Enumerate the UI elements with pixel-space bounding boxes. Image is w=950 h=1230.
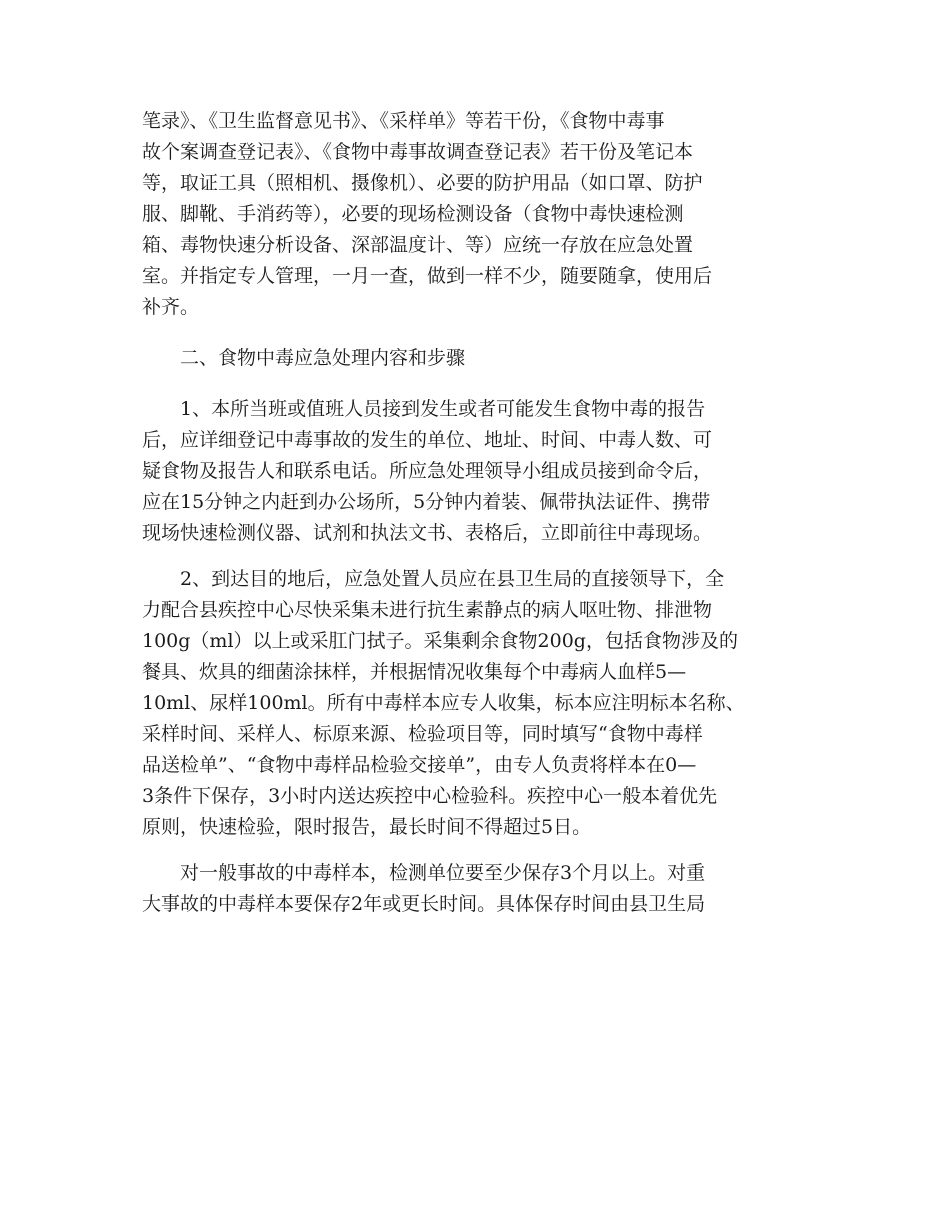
text-line: 后，应详细登记中毒事故的发生的单位、地址、时间、中毒人数、可 [142,429,713,451]
text-line: 现场快速检测仪器、试剂和执法文书、表格后，立即前往中毒现场。 [142,522,713,544]
text-line: 室。并指定专人管理，一月一查，做到一样不少，随要随拿，使用后 [142,265,713,287]
text-line: 服、脚靴、手消药等），必要的现场检测设备（食物中毒快速检测 [142,203,684,225]
text-line: 大事故的中毒样本要保存2年或更长时间。具体保存时间由县卫生局 [142,893,706,915]
paragraph-step-1 [142,394,798,549]
text-line: 对一般事故的中毒样本，检测单位要至少保存3个月以上。对重 [180,862,706,884]
text-line: 采样时间、采样人、标原来源、检验项目等，同时填写“食物中毒样 [142,723,703,745]
paragraph-equipment [142,106,798,323]
text-line: 应在15分钟之内赶到办公场所，5分钟内着装、佩带执法证件、携带 [142,491,711,513]
text-line: 1、本所当班或值班人员接到发生或者可能发生食物中毒的报告 [180,398,706,420]
paragraph-sample-retention [142,858,798,920]
text-line: 100g（ml）以上或采肛门拭子。采集剩余食物200g，包括食物涉及的 [142,630,738,652]
text-line: 等，取证工具（照相机、摄像机）、必要的防护用品（如口罩、防护 [142,172,703,194]
text-line: 笔录》、《卫生监督意见书》、《采样单》等若干份，《食物中毒事 [142,110,665,132]
text-line: 原则，快速检验，限时报告，最长时间不得超过5日。 [142,816,592,838]
text-line: 品送检单”、“食物中毒样品检验交接单”，由专人负责将样本在0— [142,754,697,776]
document-page [142,106,798,920]
text-line: 餐具、炊具的细菌涂抹样，并根据情况收集每个中毒病人血样5— [142,661,687,683]
text-line: 故个案调查登记表》、《食物中毒事故调查登记表》若干份及笔记本 [142,141,694,163]
text-line: 10ml、尿样100ml。所有中毒样本应专人收集，标本应注明标本名称、 [142,692,745,714]
text-line: 补齐。 [142,296,200,318]
text-line: 箱、毒物快速分析设备、深部温度计、等）应统一存放在应急处置 [142,234,694,256]
text-line: 2、到达目的地后，应急处置人员应在县卫生局的直接领导下，全 [180,568,725,590]
section-heading-text: 二、食物中毒应急处理内容和步骤 [180,347,466,369]
text-line: 力配合县疾控中心尽快采集未进行抗生素静点的病人呕吐物、排泄物 [142,599,713,621]
section-heading [142,343,798,374]
text-line: 3条件下保存，3小时内送达疾控中心检验科。疾控中心一般本着优先 [142,785,718,807]
text-line: 疑食物及报告人和联系电话。所应急处理领导小组成员接到命令后， [142,460,713,482]
paragraph-step-2 [142,564,798,843]
